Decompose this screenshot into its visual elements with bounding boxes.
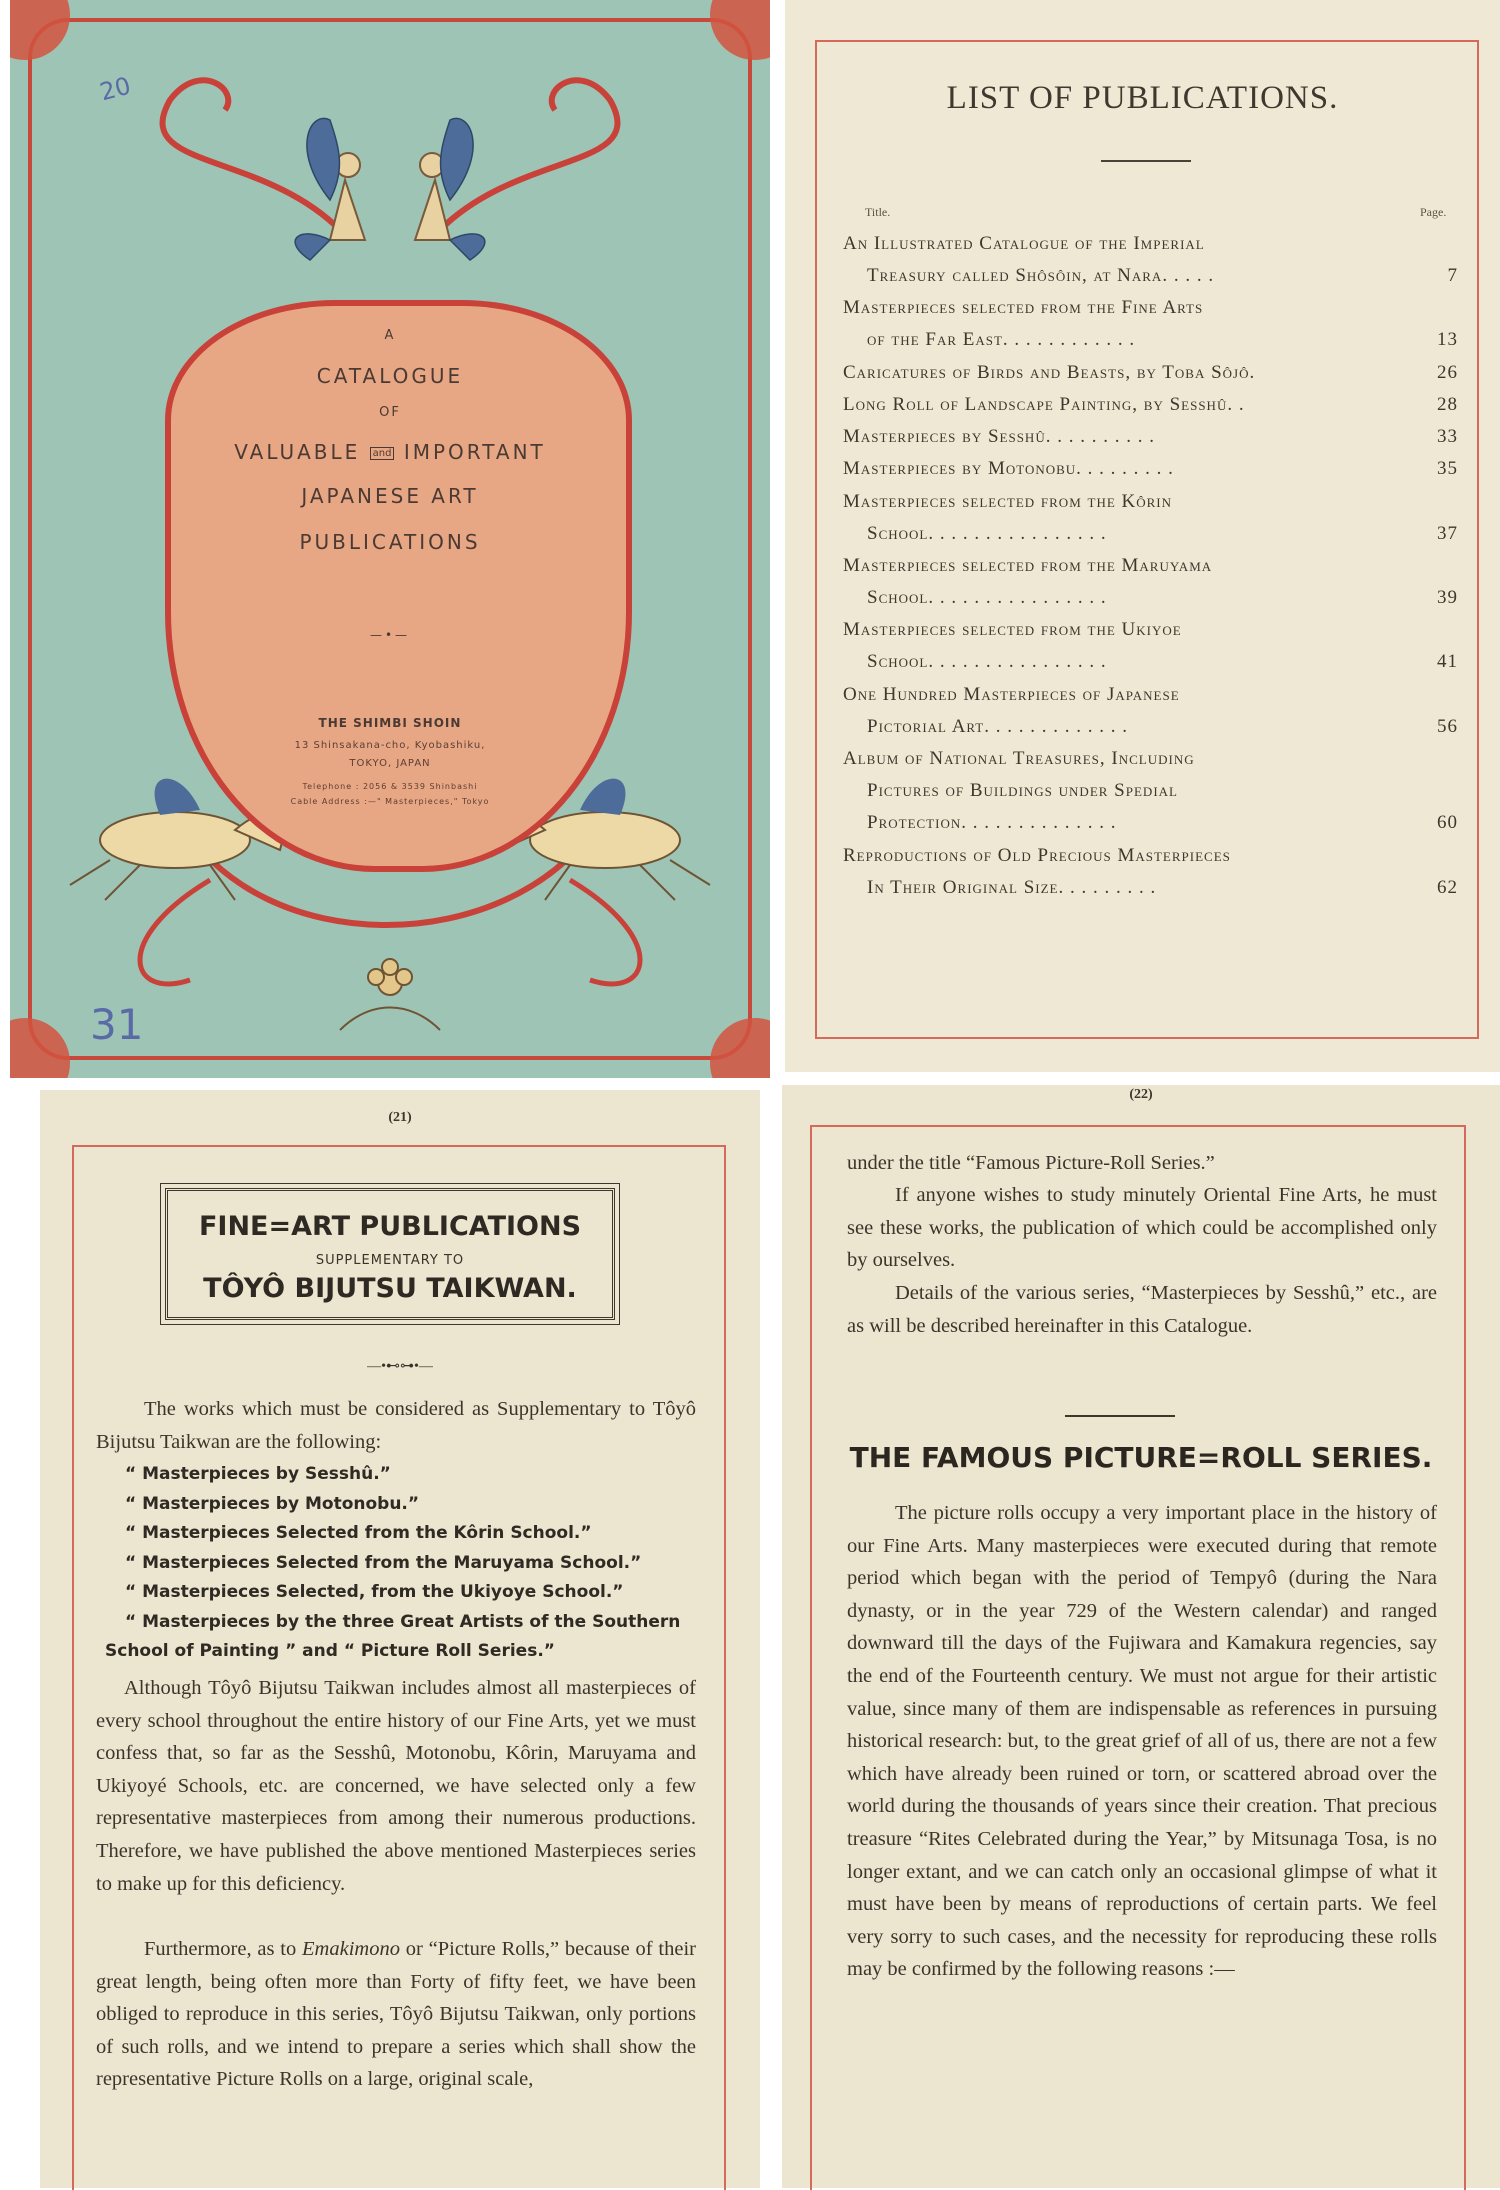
publication-entry: [843, 228, 1458, 292]
supplementary-list: [105, 1460, 705, 1667]
entry-title-line1: An Illustrated Catalogue of the Imperial: [843, 233, 1205, 254]
cover-word-valuable: VALUABLE: [234, 440, 361, 464]
cover-publisher: THE SHIMBI SHOIN: [318, 716, 462, 730]
entry-title-line2: School. . . . . . . . . . . . . . . .: [867, 522, 1107, 544]
cover-line-publications: PUBLICATIONS: [299, 530, 481, 554]
supplementary-item: “ Masterpieces Selected, from the Ukiyoye School.”: [125, 1582, 624, 1602]
entry-page-number: 28: [1437, 394, 1458, 415]
entry-page-number: 62: [1437, 876, 1458, 898]
cover-word-and: and: [370, 447, 395, 460]
entry-title-line2: School. . . . . . . . . . . . . . . .: [867, 651, 1107, 673]
entry-title-line1: Masterpieces selected from the Fine Arts: [843, 297, 1204, 319]
publication-entry: [843, 743, 1458, 839]
cover-divider: —•—: [369, 628, 411, 642]
title-rule: [1101, 160, 1191, 162]
publication-entry: [843, 389, 1458, 421]
cover-line-valuable-important: [10, 440, 770, 464]
entry-title-line1: Masterpieces by Motonobu. . . . . . . . .: [843, 458, 1174, 480]
paragraph-1: under the title “Famous Picture-Roll Series.”: [847, 1152, 1215, 1174]
paragraph-2: Although Tôyô Bijutsu Taikwan includes almost all masterpieces of every school throughout the entire history of our Fine Arts, yet we must confess that, so far as the Sesshû, Motonobu, Kôrin, Maruyama and Ukiyoyé Schools, etc. are concerned, we have selected only a few representative masterpieces from among their numerous productions. Therefore, we have published the above mentioned Masterpieces series to make up for this deficiency.: [96, 1677, 696, 1895]
paragraph-3: [96, 1933, 696, 2096]
entry-title-line1: Caricatures of Birds and Beasts, by Toba Sôjô.: [843, 361, 1256, 383]
section-rule: [1065, 1415, 1175, 1417]
entry-title-line2: Treasury called Shôsôin, at Nara. . . . .: [867, 265, 1215, 286]
entry-title-line3: Protection. . . . . . . . . . . . . .: [867, 812, 1117, 834]
entry-page-number: 37: [1437, 522, 1458, 544]
publication-entry: [843, 840, 1458, 904]
entry-page-number: 13: [1437, 329, 1458, 351]
heading-title: FINE=ART PUBLICATIONS: [198, 1211, 582, 1242]
entry-page-number: 7: [1447, 265, 1458, 286]
entry-page-number: 60: [1437, 812, 1458, 834]
ornament-divider: —•⊷⊶•—: [367, 1359, 433, 1374]
page-number: (22): [1129, 1087, 1153, 1102]
supplementary-item: “ Masterpieces Selected from the Maruyama School.”: [125, 1552, 642, 1573]
publication-entry: [843, 292, 1458, 356]
cover-line-of: OF: [379, 405, 401, 420]
entry-page-number: 35: [1437, 458, 1458, 480]
paragraph-3: Details of the various series, “Masterpieces by Sesshû,” etc., are as will be described hereinafter in this Catalogue.: [847, 1282, 1437, 1337]
cover-word-important: IMPORTANT: [403, 440, 546, 464]
heading-title-2: TÔYÔ BIJUTSU TAIKWAN.: [203, 1273, 577, 1304]
heading-subtitle: SUPPLEMENTARY TO: [315, 1253, 465, 1268]
cover-telephone: Telephone : 2056 & 3539 Shinbashi: [302, 782, 478, 791]
entry-page-number: 56: [1437, 715, 1458, 737]
handwritten-number-bottom: 31: [90, 1000, 144, 1049]
entry-title-line2: School. . . . . . . . . . . . . . . .: [867, 587, 1107, 608]
entry-page-number: 33: [1437, 426, 1458, 448]
paragraph-2: If anyone wishes to study minutely Oriental Fine Arts, he must see these works, the publication of which could be accomplished only by ourselves.: [847, 1184, 1437, 1272]
catalogue-cover: [10, 0, 770, 1078]
supplementary-item: “ Masterpieces by Motonobu.”: [125, 1493, 420, 1514]
entry-title-line2: Pictorial Art. . . . . . . . . . . . .: [867, 715, 1128, 737]
heading-box: [165, 1188, 615, 1320]
entry-title-line2: In Their Original Size. . . . . . . . .: [867, 876, 1157, 898]
entry-title-line1: Masterpieces selected from the Maruyama: [843, 555, 1213, 576]
entry-page-number: 39: [1437, 587, 1458, 608]
entry-title-line1: Reproductions of Old Precious Masterpieces: [843, 844, 1231, 866]
cover-address: 13 Shinsakana-cho, Kyobashiku,: [294, 740, 486, 751]
cover-line-a: A: [384, 328, 396, 343]
p3-post: or “Picture Rolls,” because of their great length, being often more than Forty of fifty feet, we have been obliged to reproduce in this series, Tôyô Bijutsu Taikwan, only portions of such rolls, and we intend to prepare a series which shall show the representative Picture Rolls on a large, original scale,: [96, 1938, 696, 2091]
p3-emphasis: Emakimono: [302, 1938, 400, 1960]
cover-cable: Cable Address :—" Masterpieces," Tokyo: [290, 797, 490, 806]
publication-entry: [843, 614, 1458, 678]
col-header-page: Page.: [1420, 205, 1447, 219]
handwritten-number-top: 20: [96, 71, 134, 107]
entry-title-line2: Pictures of Buildings under Spedial: [867, 780, 1178, 802]
supplementary-item: “ Masterpieces Selected from the Kôrin School.”: [125, 1523, 592, 1543]
publication-entry: [843, 486, 1458, 550]
publication-entry: [843, 453, 1458, 485]
entry-title-line1: Masterpieces by Sesshû. . . . . . . . . .: [843, 426, 1155, 448]
p3-pre: Furthermore, as to: [144, 1938, 303, 1960]
entry-title-line1: Long Roll of Landscape Painting, by Sesshû. .: [843, 394, 1245, 415]
cover-city: TOKYO, JAPAN: [349, 758, 431, 769]
publication-entry: [843, 357, 1458, 389]
publication-entry: [843, 550, 1458, 614]
supplementary-item: “ Masterpieces by Sesshû.”: [125, 1464, 391, 1484]
col-header-title: Title.: [865, 205, 891, 219]
intro-paragraph: The works which must be considered as Supplementary to Tôyô Bijutsu Taikwan are the following:: [96, 1398, 696, 1453]
supplementary-item: “ Masterpieces by the three Great Artists of the Southern School of Painting ” and “ Picture Roll Series.”: [105, 1611, 681, 1661]
cover-line-japanese-art: JAPANESE ART: [301, 484, 479, 508]
flower-ornament: [340, 959, 440, 1030]
entry-title-line1: Album of National Treasures, Including: [843, 748, 1195, 770]
page-21: [40, 1090, 760, 2188]
publication-entry: [843, 421, 1458, 453]
entry-page-number: 26: [1437, 361, 1458, 383]
entry-title-line1: Masterpieces selected from the Ukiyoe: [843, 619, 1182, 641]
page-22: [782, 1085, 1500, 2188]
publication-entry: [843, 679, 1458, 743]
list-title: LIST OF PUBLICATIONS.: [946, 80, 1339, 116]
entry-page-number: 41: [1437, 651, 1458, 673]
page-number: (21): [388, 1110, 412, 1125]
entry-title-line1: Masterpieces selected from the Kôrin: [843, 490, 1173, 512]
section-heading: THE FAMOUS PICTURE=ROLL SERIES.: [849, 1441, 1433, 1474]
celestial-figures: [330, 153, 450, 240]
entry-title-line2: of the Far East. . . . . . . . . . . .: [867, 329, 1136, 351]
paragraph-4: The picture rolls occupy a very important place in the history of our Fine Arts. Many masterpieces were executed during that remote period which began with the period of Tempyô (during the Nara dynasty, or in the year 729 of the Western calendar) and ranged downward till the days of the Fujiwara and Kamakura regencies, say the end of the Fourteenth century. We must not argue for their artistic value, since many of them are indispensable as references in pursuing historical research: but, to the great grief of all of us, there are not a few which have already been ruined or torn, or scattered abroad over the world during the thousands of years since their creation. That precious treasure “Rites Celebrated during the Year,” by Mitsunaga Tosa, is no longer extant, and we can catch only an occasional glimpse of what it must have been by means of reproductions of certain parts. We feel very sorry to such cases, and the necessity for reproducing these rolls may be confirmed by the following reasons :—: [847, 1502, 1437, 1981]
cover-line-catalogue: CATALOGUE: [316, 364, 464, 388]
list-of-publications-page: [785, 0, 1500, 1072]
entry-title-line1: One Hundred Masterpieces of Japanese: [843, 683, 1180, 705]
